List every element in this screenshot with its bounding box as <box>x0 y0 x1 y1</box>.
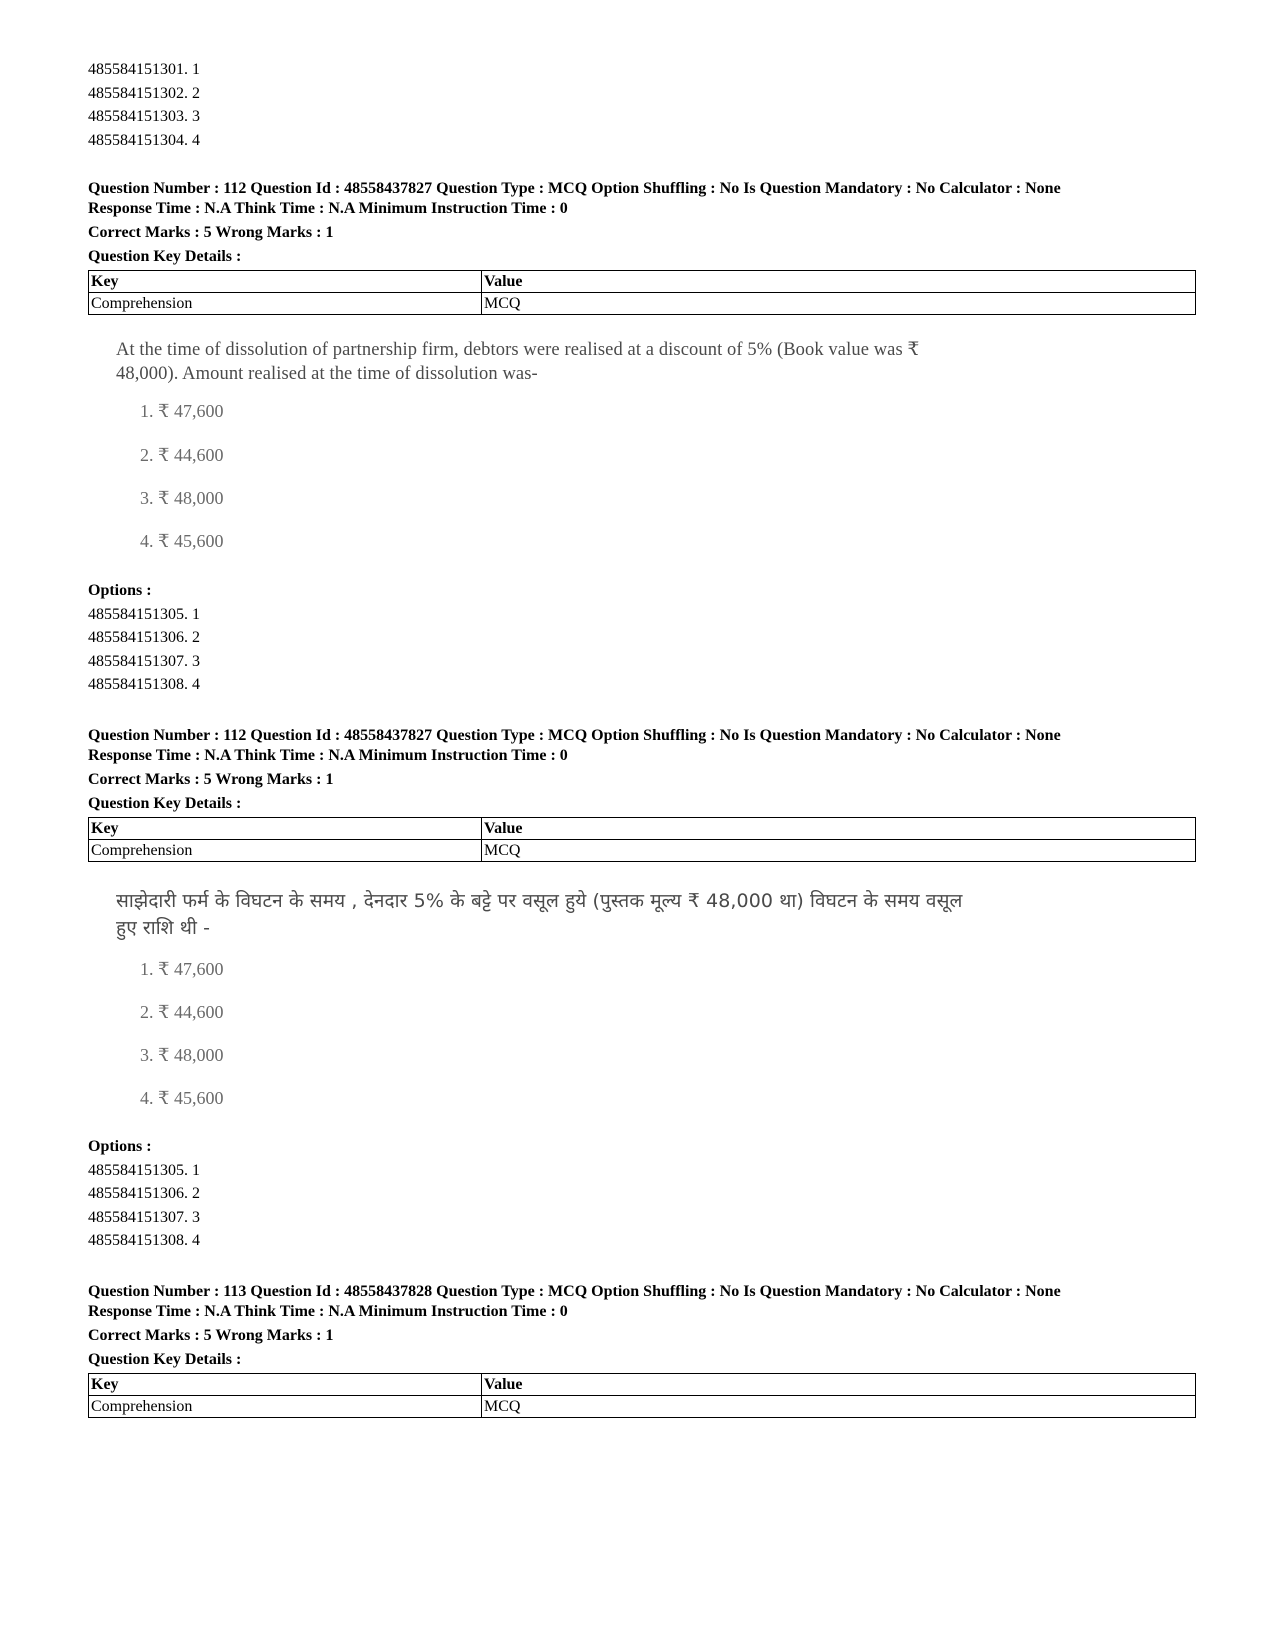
question-choice: 2. ₹ 44,600 <box>140 1002 224 1022</box>
option-line: 485584151307. 3 <box>88 652 200 670</box>
table-cell-value: MCQ <box>482 840 1196 862</box>
option-line: 485584151308. 4 <box>88 676 200 693</box>
question-text-line2: हुए राशि थी - <box>116 917 211 939</box>
question-text-line1: At the time of dissolution of partnership firm, debtors were realised at a discount of 5% (Book value was ₹ <box>116 340 920 360</box>
option-line: 485584151306. 2 <box>88 629 200 646</box>
key-details-label: Question Key Details : <box>88 795 242 812</box>
question-image-english <box>116 338 1016 558</box>
options-list-english <box>88 579 1196 697</box>
table-cell-key: Comprehension <box>89 293 482 315</box>
table-header-row <box>89 1374 1196 1396</box>
question-choice: 3. ₹ 48,000 <box>140 488 224 508</box>
table-row <box>89 840 1196 862</box>
options-label: Options : <box>88 582 152 599</box>
option-line: 485584151303. 3 <box>88 108 200 125</box>
marks-line: Correct Marks : 5 Wrong Marks : 1 <box>88 224 334 241</box>
question-choice: 4. ₹ 45,600 <box>140 531 224 551</box>
table-head-value: Value <box>482 271 1196 293</box>
marks-line: Correct Marks : 5 Wrong Marks : 1 <box>88 771 334 788</box>
question-choice: 3. ₹ 48,000 <box>140 1045 224 1065</box>
question-header <box>88 179 1196 218</box>
key-details-table <box>88 270 1196 315</box>
question-header-line1: Question Number : 112 Question Id : 48558437827 Question Type : MCQ Option Shuffling : No Is Question Mandatory : No Calculator : None <box>88 180 1061 197</box>
question-block-112-hindi <box>88 726 1196 862</box>
question-choice: 2. ₹ 44,600 <box>140 445 224 465</box>
question-header <box>88 1282 1196 1321</box>
option-line: 485584151307. 3 <box>88 1208 200 1226</box>
table-head-value: Value <box>482 1374 1196 1396</box>
table-header-row <box>89 818 1196 840</box>
option-line: 485584151302. 2 <box>88 84 200 102</box>
key-details-table <box>88 1373 1196 1418</box>
table-header-row <box>89 271 1196 293</box>
option-line: 485584151304. 4 <box>88 131 200 149</box>
question-image-hindi <box>116 888 1016 1113</box>
question-header-line1: Question Number : 113 Question Id : 48558437828 Question Type : MCQ Option Shuffling : No Is Question Mandatory : No Calculator : None <box>88 1283 1061 1300</box>
table-cell-key: Comprehension <box>89 840 482 862</box>
table-row <box>89 1396 1196 1418</box>
option-line: 485584151305. 1 <box>88 605 200 623</box>
question-header-line2: Response Time : N.A Think Time : N.A Minimum Instruction Time : 0 <box>88 1302 568 1320</box>
option-line: 485584151305. 1 <box>88 1161 200 1179</box>
key-details-label: Question Key Details : <box>88 1351 242 1368</box>
options-label: Options : <box>88 1138 152 1155</box>
question-header <box>88 726 1196 765</box>
table-head-key: Key <box>89 1374 482 1396</box>
question-block-113 <box>88 1282 1196 1418</box>
key-details-table <box>88 817 1196 862</box>
table-cell-value: MCQ <box>482 1396 1196 1418</box>
question-block-112-english <box>88 179 1196 315</box>
question-header-line2: Response Time : N.A Think Time : N.A Minimum Instruction Time : 0 <box>88 746 568 764</box>
question-choice: 4. ₹ 45,600 <box>140 1088 224 1108</box>
table-cell-value: MCQ <box>482 293 1196 315</box>
question-choice: 1. ₹ 47,600 <box>140 959 224 979</box>
option-line: 485584151306. 2 <box>88 1185 200 1202</box>
options-list-hindi <box>88 1135 1196 1253</box>
marks-line: Correct Marks : 5 Wrong Marks : 1 <box>88 1327 334 1344</box>
question-header-line2: Response Time : N.A Think Time : N.A Minimum Instruction Time : 0 <box>88 199 568 217</box>
table-head-key: Key <box>89 271 482 293</box>
question-text-line1: साझेदारी फर्म के विघटन के समय , देनदार 5% के बट्टे पर वसूल हुये (पुस्तक मूल्य ₹ 48,000 था) विघटन के समय वसूल <box>116 890 963 912</box>
table-head-key: Key <box>89 818 482 840</box>
option-line: 485584151308. 4 <box>88 1232 200 1249</box>
table-cell-key: Comprehension <box>89 1396 482 1418</box>
key-details-label: Question Key Details : <box>88 248 242 265</box>
table-head-value: Value <box>482 818 1196 840</box>
table-row <box>89 293 1196 315</box>
question-text-line2: 48,000). Amount realised at the time of dissolution was- <box>116 364 538 384</box>
question-choice: 1. ₹ 47,600 <box>140 401 224 421</box>
option-line: 485584151301. 1 <box>88 61 200 78</box>
question-header-line1: Question Number : 112 Question Id : 48558437827 Question Type : MCQ Option Shuffling : No Is Question Mandatory : No Calculator : None <box>88 727 1061 744</box>
top-options-list <box>88 58 1196 152</box>
